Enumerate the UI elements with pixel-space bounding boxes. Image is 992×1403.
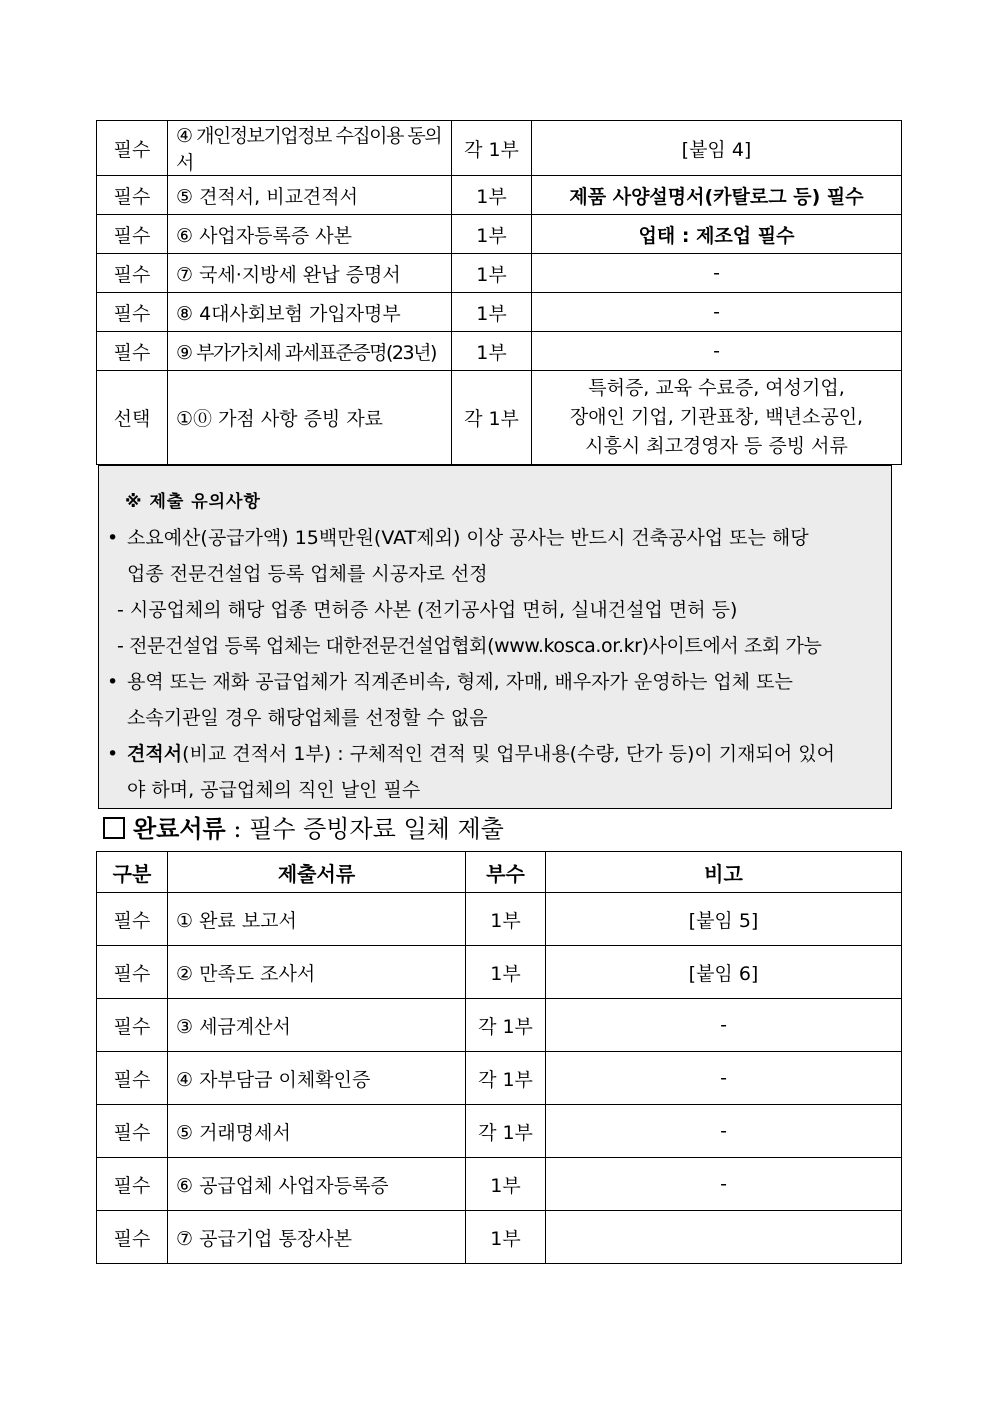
note-cell: -: [532, 332, 902, 371]
completion-documents-heading: [103, 809, 504, 844]
document-cell: ⑥ 사업자등록증 사본: [168, 215, 452, 254]
header-note: 비고: [546, 852, 902, 893]
table-row: [97, 1211, 902, 1264]
document-cell: ④ 개인정보기업정보 수집이용 동의서: [168, 121, 452, 176]
document-cell: ⑦ 공급기업 통장사본: [168, 1211, 466, 1264]
table-row: [97, 176, 902, 215]
quantity-cell: 1부: [452, 176, 532, 215]
document-cell: ⑤ 견적서, 비교견적서: [168, 176, 452, 215]
note-cell: [붙임 5]: [546, 893, 902, 946]
type-cell: 필수: [97, 1211, 168, 1264]
note-cell: -: [546, 1105, 902, 1158]
quantity-cell: 1부: [452, 293, 532, 332]
quantity-cell: 1부: [466, 893, 546, 946]
quantity-cell: 각 1부: [466, 1105, 546, 1158]
table-row: [97, 332, 902, 371]
table-row: [97, 1105, 902, 1158]
quantity-cell: 1부: [452, 332, 532, 371]
type-cell: 필수: [97, 893, 168, 946]
note-cell: -: [532, 293, 902, 332]
header-document: 제출서류: [168, 852, 466, 893]
type-cell: 필수: [97, 293, 168, 332]
type-cell: 필수: [97, 1052, 168, 1105]
note-bullet-3-cont: 야 하며, 공급업체의 직인 날인 필수: [127, 779, 421, 801]
quantity-cell: 1부: [466, 1158, 546, 1211]
quantity-cell: 1부: [452, 215, 532, 254]
note-bullet-3: • 견적서(비교 견적서 1부) : 구체적인 견적 및 업무내용(수량, 단가 등)이 기재되어 있어: [107, 736, 869, 772]
document-cell: ①⓪ 가점 사항 증빙 자료: [168, 371, 452, 465]
note-bullet-2-cont: 소속기관일 경우 해당업체를 선정할 수 없음: [127, 707, 488, 729]
type-cell: 필수: [97, 254, 168, 293]
checkbox-square-icon: [103, 817, 125, 839]
note-cell: -: [546, 1158, 902, 1211]
note-cell: [532, 371, 902, 465]
document-cell: ⑦ 국세·지방세 완납 증명서: [168, 254, 452, 293]
table-row: [97, 215, 902, 254]
table-row: [97, 1052, 902, 1105]
type-cell: 필수: [97, 332, 168, 371]
note-cell: -: [532, 254, 902, 293]
quantity-cell: 각 1부: [452, 121, 532, 176]
note-cell: [546, 1211, 902, 1264]
note-line: 특허증, 교육 수료증, 여성기업,: [588, 377, 845, 399]
type-cell: 필수: [97, 121, 168, 176]
note-line: 장애인 기업, 기관표창, 백년소공인,: [569, 406, 864, 428]
document-cell: ⑨ 부가가치세 과세표준증명(23년): [168, 332, 452, 371]
quantity-cell: 각 1부: [466, 999, 546, 1052]
type-cell: 필수: [97, 999, 168, 1052]
bullet-icon: •: [107, 671, 119, 693]
type-cell: 필수: [97, 1105, 168, 1158]
table-row: [97, 946, 902, 999]
header-quantity: 부수: [466, 852, 546, 893]
quantity-cell: 1부: [466, 1211, 546, 1264]
required-documents-table: [96, 120, 902, 465]
note-line: 시흥시 최고경영자 등 증빙 서류: [585, 435, 848, 457]
document-cell: ④ 자부담금 이체확인증: [168, 1052, 466, 1105]
quantity-cell: 1부: [452, 254, 532, 293]
submission-notes-box: [98, 465, 892, 809]
table-row: [97, 1158, 902, 1211]
quantity-cell: 1부: [466, 946, 546, 999]
document-cell: ⑥ 공급업체 사업자등록증: [168, 1158, 466, 1211]
table-row: [97, 254, 902, 293]
bullet-icon: •: [107, 527, 119, 549]
type-cell: 필수: [97, 176, 168, 215]
quantity-cell: 각 1부: [466, 1052, 546, 1105]
document-cell: ⑤ 거래명세서: [168, 1105, 466, 1158]
quantity-cell: 각 1부: [452, 371, 532, 465]
note-cell: [붙임 6]: [546, 946, 902, 999]
note-bullet-2: • 용역 또는 재화 공급업체가 직계존비속, 형제, 자매, 배우자가 운영하는 업체 또는: [107, 664, 869, 700]
bullet-icon: •: [107, 743, 119, 765]
note-dash-1: - 시공업체의 해당 업종 면허증 사본 (전기공사업 면허, 실내건설업 면허 등): [117, 599, 738, 621]
table-row: [97, 293, 902, 332]
completion-documents-table: [96, 851, 902, 1264]
note-cell: [붙임 4]: [532, 121, 902, 176]
note-dash-2: - 전문건설업 등록 업체는 대한전문건설업협회(www.kosca.or.kr)사이트에서 조회 가능: [117, 635, 822, 657]
notes-title: ※ 제출 유의사항: [125, 492, 261, 512]
table-header-row: [97, 852, 902, 893]
table-row: [97, 371, 902, 465]
document-cell: ② 만족도 조사서: [168, 946, 466, 999]
section-title: 완료서류: [133, 814, 226, 843]
note-bullet-1: • 소요예산(공급가액) 15백만원(VAT제외) 이상 공사는 반드시 건축공사업 또는 해당: [107, 520, 869, 556]
note-bullet-1-cont: 업종 전문건설업 등록 업체를 시공자로 선정: [127, 563, 488, 585]
note-cell: -: [546, 999, 902, 1052]
document-cell: ⑧ 4대사회보험 가입자명부: [168, 293, 452, 332]
type-cell: 필수: [97, 215, 168, 254]
header-type: 구분: [97, 852, 168, 893]
document-cell: ① 완료 보고서: [168, 893, 466, 946]
note-cell: 업태 : 제조업 필수: [532, 215, 902, 254]
section-subtitle: : 필수 증빙자료 일체 제출: [225, 815, 504, 843]
table-row: [97, 893, 902, 946]
note-cell: 제품 사양설명서(카탈로그 등) 필수: [532, 176, 902, 215]
table-row: [97, 999, 902, 1052]
type-cell: 선택: [97, 371, 168, 465]
table-row: [97, 121, 902, 176]
note-cell: -: [546, 1052, 902, 1105]
type-cell: 필수: [97, 1158, 168, 1211]
document-cell: ③ 세금계산서: [168, 999, 466, 1052]
type-cell: 필수: [97, 946, 168, 999]
